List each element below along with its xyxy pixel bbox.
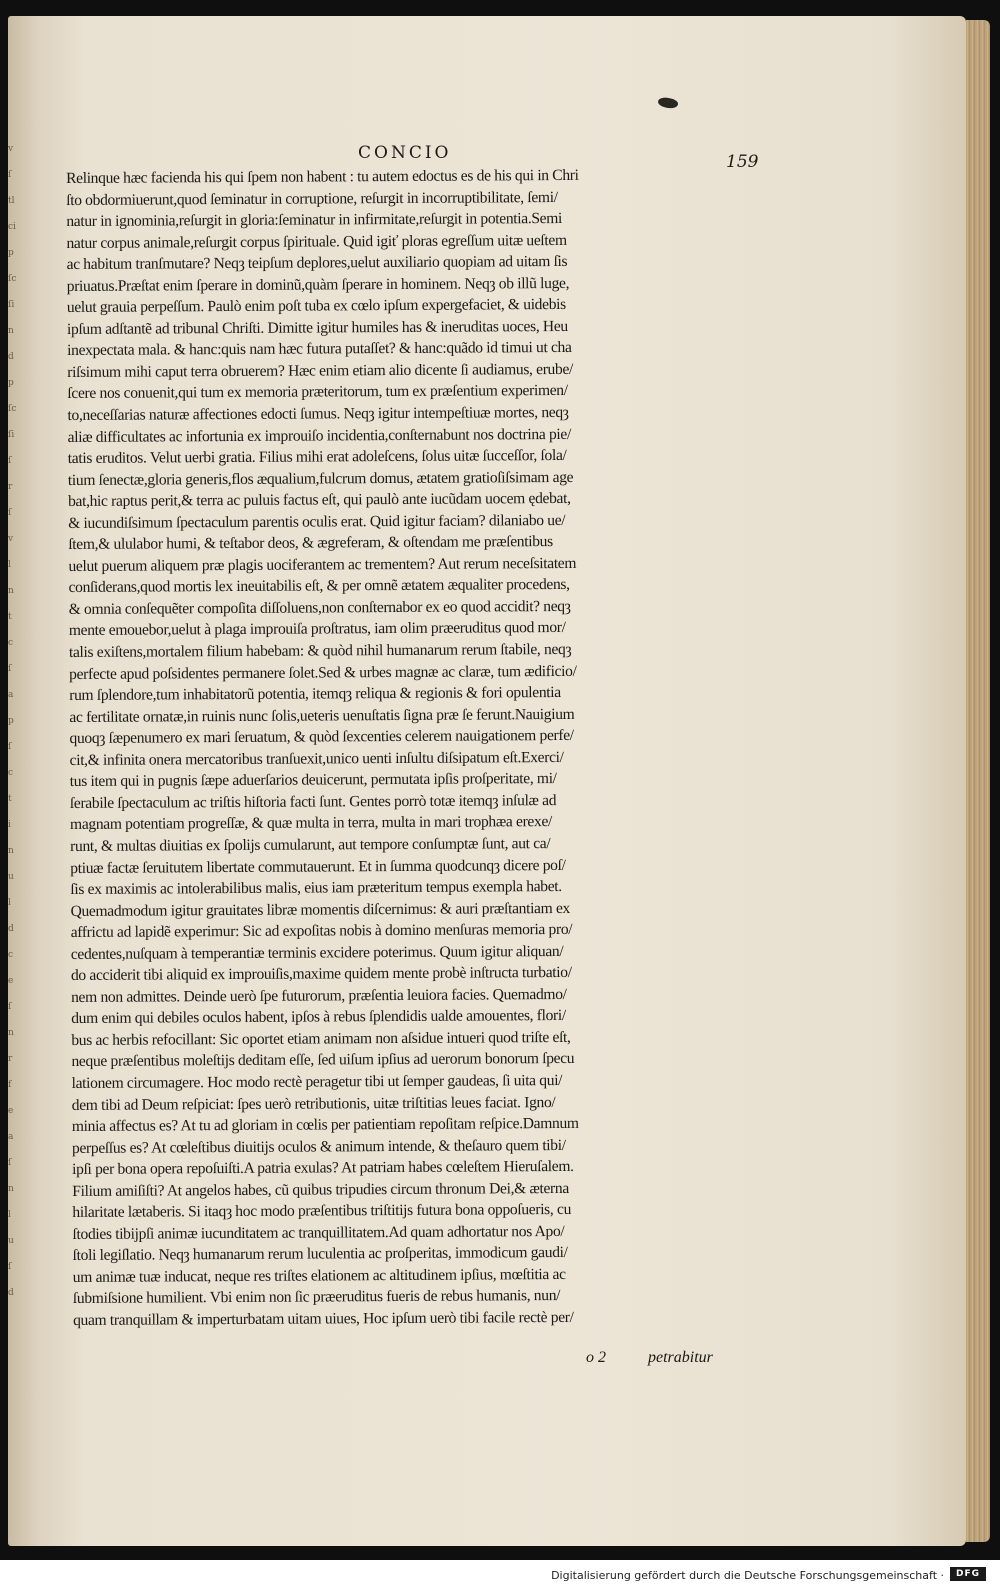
text-line: & omnia conſequẽter compoſita diſſoluens,non conſternabor ex eo quod accidit? neqȝ (68, 597, 571, 618)
page-footer (586, 1349, 713, 1367)
text-line: uelut puerum aliquem præ plagis uociferantem ac trementem? Aut rerum neceſsitatem (68, 554, 577, 575)
book-page (8, 16, 966, 1546)
text-line: ipſi per bona opera repoſuiſti.A patria exulas? At patriam habes cœleſtem Hieruſalem. (72, 1158, 574, 1179)
text-line: perfecte apud poſsidentes permanere ſolet.Sed & urbes magnæ ac claræ, tum ædificio/ (69, 662, 577, 683)
text-line: ſtem,& ululabor humi, & teſtabor deos, & ægreferam, & oſtendam me præſentibus (68, 533, 553, 554)
text-line: uelut grauia perpeſſum. Paulò enim poſt tuba ex cœlo ipſum expergefaciet, & uidebis (66, 296, 566, 317)
text-line: natur corpus animale,reſurgit corpus ſpirituale. Quid igiť ploras egreſſum uitæ ueſtem (66, 231, 567, 252)
text-line: ac fertilitate ornatæ,in ruinis nunc ſolis,ueteris uenuſtatis ſigna præ ſe ferunt.Nauigium (69, 705, 575, 726)
text-line: quam tranquillam & imperturbatam uitam uiues, Hoc ipſum uerò tibi facile rectè per/ (72, 1308, 574, 1329)
credit-bar (0, 1560, 1000, 1591)
text-line: to,neceſſarias naturæ affectiones edocti ſumus. Neqȝ igitur intempeſtiuæ mortes, neqȝ (67, 403, 569, 425)
text-line: ſtodies tibijpſi animæ iucunditatem ac tranquillitatem.Ad quam adhortatur nos Apo/ (72, 1222, 565, 1243)
text-line: ſcere nos conuenit,qui tum ex memoria præteritorum, tum ex præſentium experimen/ (67, 382, 568, 403)
text-line: inexpectata mala. & hanc:quis nam hæc futura putaſſet? & hanc:quãdo id timui ut cha (67, 339, 572, 360)
text-line: neque præſentibus moleſtijs deditam eſſe, ſed uiſum ipſius ad uerorum bonorum ſpecu (71, 1050, 575, 1071)
text-line: rum ſplendore,tum inhabitatorũ potentia, itemqȝ reliqua & regionis & fori opulentia (69, 684, 561, 705)
text-line: riſsimum mihi caput terra obruerem? Hæc enim etiam alio dicente ſi audiamus, erube/ (67, 360, 574, 381)
text-line: tium ſenectæ,gloria generis,flos æqualium,fulcrum domus, ætatem gratioſiſsimam age (67, 468, 574, 489)
catchword: petrabitur (648, 1349, 713, 1366)
text-line: bat,hic raptus perit,& terra ac puluis factus eſt, qui paulò ante iucũdam uocem ędebat, (67, 490, 571, 511)
text-line: quoqȝ ſæpenumero ex mari ſeruatum, & quòd ſexcenties celerem nauigationem perfe/ (69, 727, 574, 748)
text-line: mente emouebor,uelut à plaga improuiſa proſtratus, iam olim præeruditus quod mor/ (68, 619, 566, 640)
text-line: nem non admittes. Deinde uerò ſpe futurorum, præſentia leuiora facies. Quemadmo/ (71, 985, 567, 1006)
text-line: runt, & multas diuitias ex ſpolijs cumularunt, aut tempore conſumptæ ſunt, aut ca/ (70, 835, 551, 855)
text-line: ſerabile ſpectaculum ac triſtis hiſtoria facti ſunt. Gentes porrò totæ itemqȝ inſulæ ad (69, 791, 557, 812)
text-line: Filium amiſiſti? At angelos habes, cũ quibus tripudies circum thronum Dei,& æterna (72, 1179, 569, 1200)
text-line: perpeſſus es? At cœleſtibus diuitijs oculos & animum intende, & theſauro quem tibi/ (71, 1136, 566, 1157)
signature-mark: o 2 (586, 1349, 606, 1366)
text-line: ac habitum tranſmutare? Neqȝ teipſum deplores,uelut auxiliario quopiam ad uitam ſis (66, 253, 568, 274)
text-line: bus ac herbis refocillant: Sic oportet etiam animam non aſsidue intueri quod triſte eſt, (71, 1028, 571, 1049)
gutter-marks: v ſ tl ci p ſc ſi n d p ſc ſi ſ r ſ v l n t c ſ a p ſ c t i n u l d c e ſ n r f e a ſ n l u ſ d (8, 144, 17, 1298)
text-line: ſis ex maximis ac intolerabilibus malis, eius iam præteritum tempus exempla habet. (70, 878, 562, 899)
text-line: minia affectus es? At tu ad gloriam in cœlis per patientiam repoſitam reſpice.Damnum (71, 1114, 579, 1136)
running-title: CONCIO (358, 143, 452, 163)
text-line: ptiuæ factæ ſeruitutem libertate commutauerunt. Et in ſumma quodcunqȝ dicere poſ/ (70, 856, 566, 877)
page-edges (966, 20, 990, 1542)
text-line: ſubmiſsione humilient. Vbi enim non ſic præeruditus fueris de rebus humanis, nun/ (72, 1287, 561, 1308)
text-line: & iucundiſsimum ſpectaculum parentis oculis erat. Quid igitur faciam? dilaniabo ue/ (68, 511, 566, 532)
ink-blot (657, 96, 679, 110)
text-line: tus item qui in pugnis ſæpe aduerſarios deuicerunt, permutata ipſis proſperitate, mi/ (69, 770, 557, 791)
text-line: um animæ tuæ inducat, neque res triſtes elationem ac altitudinem ipſius, mœſtitia ac (72, 1265, 566, 1286)
text-line: aliæ difficultates ac infortunia ex improuiſo incidentia,conſternabunt nos doctrina pie/ (67, 425, 571, 446)
text-line: Quemadmodum igitur grauitates libræ momentis diſcernimus: & auri præſtantiam ex (70, 899, 571, 920)
text-line: talis exiſtens,mortalem filium habebam: & quòd nihil humanarum rerum ſtabile, neqȝ (68, 640, 572, 662)
text-line: lationem circumagere. Hoc modo rectè peragetur tibi ut ſemper gaudeas, ſi uita qui/ (71, 1071, 563, 1092)
text-line: natur in ignominia,reſurgit in gloria:ſeminatur in infirmitate,reſurgit in potentia.Semi (66, 210, 563, 231)
page-number: 159 (726, 152, 759, 172)
funding-credit: Digitalisierung gefördert durch die Deutsche Forschungsgemeinschaft · (551, 1569, 944, 1582)
text-line: hilaritate lætaberis. Si itaqȝ hoc modo præſentibus triſtitijs futura bona oppoſueris, cu (72, 1201, 572, 1222)
text-line: Relinque hæc facienda his qui ſpem non habent : tu autem edoctus es de his qui in Chri (66, 166, 579, 187)
text-line: dem tibi ad Deum reſpiciat: ſpes uerò retributionis, uitæ triſtitias leues faciat. Igno/ (71, 1093, 556, 1114)
text-line: ſtoli legiſlatio. Neqȝ humanarum rerum luculentia ac proſperitas, immodicum gaudi/ (72, 1244, 568, 1265)
body-text (66, 164, 763, 1332)
dfg-logo: DFG (950, 1567, 986, 1581)
text-line: do acciderit tibi aliquid ex improuiſis,maxime quidem mente probè inſtructa turbatio/ (70, 964, 572, 985)
text-line: ſto obdormiuerunt,quod ſeminatur in corruptione, reſurgit in incorruptibilitate, ſemi/ (66, 188, 558, 209)
text-line: tatis eruditos. Velut uerbi gratia. Filius mihi erat adoleſcens, ſolus uitæ ſucceſſor, ſola/ (67, 447, 567, 468)
text-line: affrictu ad lapidẽ experimur: Sic ad expoſitas nobis à domino menſuras memoria pro/ (70, 921, 573, 942)
text-line: priuatus.Præſtat enim ſperare in dominũ,quàm ſperare in hominem. Neqȝ ob illũ luge, (66, 274, 570, 295)
text-line: cedentes,nuſquam à temperantiæ terminis excidere poterimus. Quum igitur aliquan/ (70, 942, 564, 963)
text-line: conſiderans,quod mortis lex ineuitabilis eſt, & per omnẽ ætatem æqualiter procedens, (68, 576, 570, 597)
text-line: magnam potentiam progreſſæ, & quæ multa in terra, multa in mari trophæa erexe/ (69, 813, 553, 834)
text-line: cit,& infinita onera mercatoribus tranſuexit,unico uenti inſultu diſsipatum eſt.Exerci/ (69, 748, 564, 769)
text-line: ipſum adſtantẽ ad tribunal Chriſti. Dimitte igitur humiles has & ineruditas uoces, Heu (66, 317, 568, 338)
text-line: dum enim qui debiles oculos habent, ipſos à rebus ſplendidis ualde amouentes, flori/ (71, 1007, 566, 1028)
